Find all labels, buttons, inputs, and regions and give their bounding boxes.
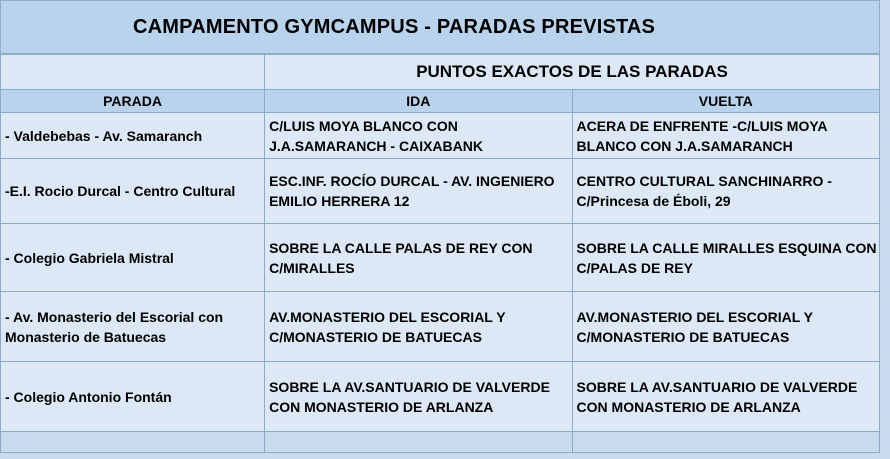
page-title: CAMPAMENTO GYMCAMPUS - PARADAS PREVISTAS <box>133 16 656 38</box>
parada-text: -E.I. Rocio Durcal - Centro Cultural <box>5 183 236 199</box>
empty-cell[interactable] <box>572 432 879 453</box>
ida-text: SOBRE LA CALLE PALAS DE REY CON C/MIRALLES <box>269 239 533 276</box>
vuelta-cell[interactable] <box>572 224 879 292</box>
empty-cell[interactable] <box>1 55 265 90</box>
empty-row <box>1 432 880 453</box>
vuelta-text: ACERA DE ENFRENTE -C/LUIS MOYA BLANCO CON J.A.SAMARANCH <box>576 117 828 154</box>
empty-cell[interactable] <box>265 432 572 453</box>
ida-text: AV.MONASTERIO DEL ESCORIAL Y C/MONASTERIO DE BATUECAS <box>269 308 506 345</box>
vuelta-text: SOBRE LA AV.SANTUARIO DE VALVERDE CON MONASTERIO DE ARLANZA <box>576 378 858 415</box>
parada-text: - Colegio Gabriela Mistral <box>5 249 174 266</box>
stops-table <box>0 54 880 453</box>
subheader-row <box>1 55 880 90</box>
ida-text: ESC.INF. ROCÍO DURCAL - AV. INGENIERO EMILIO HERRERA 12 <box>269 173 555 209</box>
ida-cell[interactable] <box>265 113 572 159</box>
vuelta-cell[interactable] <box>572 292 879 362</box>
ida-cell[interactable] <box>265 224 572 292</box>
column-header-parada[interactable]: PARADA <box>1 90 265 113</box>
vuelta-cell[interactable] <box>572 113 879 159</box>
column-header-ida[interactable]: IDA <box>265 90 572 113</box>
vuelta-cell[interactable] <box>572 362 879 432</box>
column-header-row <box>1 90 880 113</box>
ida-cell[interactable] <box>265 362 572 432</box>
vuelta-text: CENTRO CULTURAL SANCHINARRO - C/Princesa de Éboli, 29 <box>576 173 832 209</box>
parada-cell[interactable] <box>1 113 265 159</box>
ida-cell[interactable] <box>265 292 572 362</box>
parada-cell[interactable] <box>1 362 265 432</box>
parada-cell[interactable] <box>1 224 265 292</box>
subheader-cell[interactable]: PUNTOS EXACTOS DE LAS PARADAS <box>265 55 880 90</box>
parada-text: - Av. Monasterio del Escorial con Monasterio de Batuecas <box>5 308 224 345</box>
title-banner <box>0 0 880 54</box>
table-row <box>1 224 880 292</box>
vuelta-text: SOBRE LA CALLE MIRALLES ESQUINA CON C/PALAS DE REY <box>576 239 877 276</box>
table-row <box>1 292 880 362</box>
empty-cell[interactable] <box>1 432 265 453</box>
vuelta-cell[interactable] <box>572 159 879 224</box>
table-row <box>1 362 880 432</box>
parada-cell[interactable] <box>1 292 265 362</box>
ida-cell[interactable] <box>265 159 572 224</box>
table-row <box>1 113 880 159</box>
vuelta-text: AV.MONASTERIO DEL ESCORIAL Y C/MONASTERIO DE BATUECAS <box>576 308 814 345</box>
ida-text: C/LUIS MOYA BLANCO CON J.A.SAMARANCH - CAIXABANK <box>269 117 483 154</box>
table-row <box>1 159 880 224</box>
ida-text: SOBRE LA AV.SANTUARIO DE VALVERDE CON MONASTERIO DE ARLANZA <box>269 378 550 415</box>
parada-text: - Valdebebas - Av. Samaranch <box>5 127 203 144</box>
parada-cell[interactable] <box>1 159 265 224</box>
column-header-vuelta[interactable]: VUELTA <box>572 90 879 113</box>
parada-text: - Colegio Antonio Fontán <box>5 388 172 405</box>
